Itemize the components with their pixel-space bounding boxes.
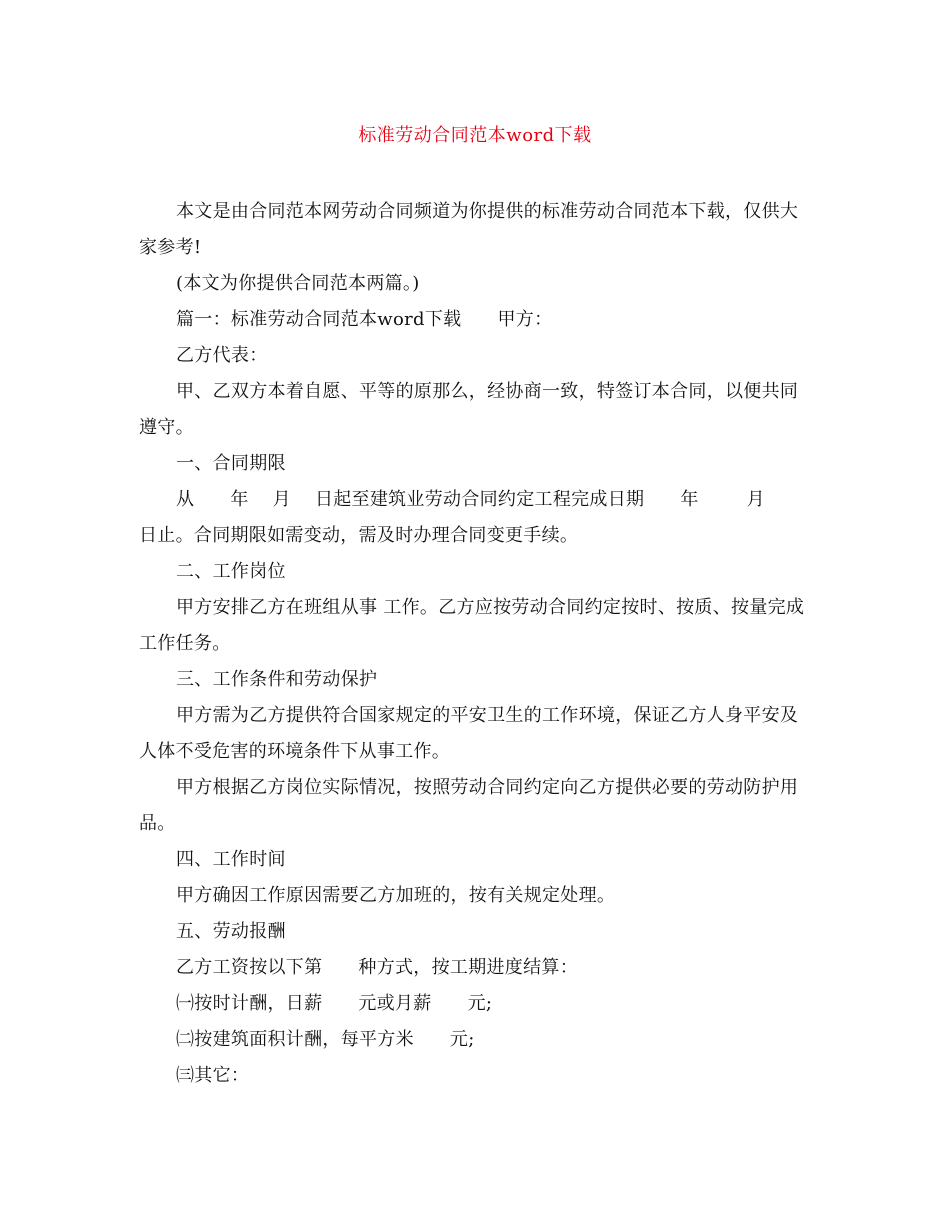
section-heading-hours: 四、工作时间 [176,849,286,870]
document-title: 标准劳动合同范本word下载 [358,125,592,146]
pay-option-1-monthly: 元或月薪 [358,993,432,1014]
term-from: 从 [176,489,195,510]
paragraph-conditions-2: 甲方根据乙方岗位实际情况，按照劳动合同约定向乙方提供必要的劳动防护用品。 [139,777,799,834]
pay-method-prefix: 乙方工资按以下第 [176,957,323,978]
paragraph-preamble: 甲、乙双方本着自愿、平等的原那么，经协商一致，特签订本合同，以便共同遵守。 [139,381,799,438]
party-a-label: 甲方： [497,309,553,330]
paragraph-conditions-1: 甲方需为乙方提供符合国家规定的平安卫生的工作环境，保证乙方人身平安及人体不受危害的环境条件下从事工作。 [139,705,799,762]
pay-option-2-unit: 元; [449,1029,475,1050]
term-year: 年 [230,489,249,510]
section-heading-conditions: 三、工作条件和劳动保护 [176,669,378,690]
paragraph-pay-method [139,950,814,986]
paragraph-note: (本文为你提供合同范本两篇。) [176,273,420,294]
paragraph-pay-option-2 [139,1022,814,1058]
term-start-day: 日起至建筑业劳动合同约定工程完成日期 [314,489,645,510]
paragraph-hours: 甲方确因工作原因需要乙方加班的，按有关规定处理。 [176,885,616,906]
part-one-title: 篇一：标准劳动合同范本word下载 [176,309,462,330]
term-end-day: 日止。合同期限如需变动，需及时办理合同变更手续。 [139,525,579,546]
term-month: 月 [272,489,291,510]
pay-option-1-unit: 元; [467,993,493,1014]
paragraph-part-one-heading [139,302,814,338]
paragraph-term [139,482,814,554]
document-body [139,194,814,1094]
section-heading-term: 一、合同期限 [176,453,286,474]
section-heading-pay: 五、劳动报酬 [176,921,286,942]
paragraph-party-b: 乙方代表： [176,345,268,366]
paragraph-pay-option-3: ㈢其它： [176,1065,250,1086]
term-end-year: 年 [680,489,699,510]
paragraph-intro: 本文是由合同范本网劳动合同频道为你提供的标准劳动合同范本下载，仅供大家参考! [139,201,799,258]
pay-method-suffix: 种方式，按工期进度结算： [358,957,579,978]
section-heading-position: 二、工作岗位 [176,561,286,582]
term-end-month: 月 [746,489,765,510]
paragraph-position: 甲方安排乙方在班组从事 工作。乙方应按劳动合同约定按时、按质、按量完成工作任务。 [139,597,805,654]
pay-option-1-daily: ㈠按时计酬，日薪 [176,993,323,1014]
paragraph-pay-option-1 [139,986,814,1022]
pay-option-2-area: ㈡按建筑面积计酬，每平方米 [176,1029,414,1050]
